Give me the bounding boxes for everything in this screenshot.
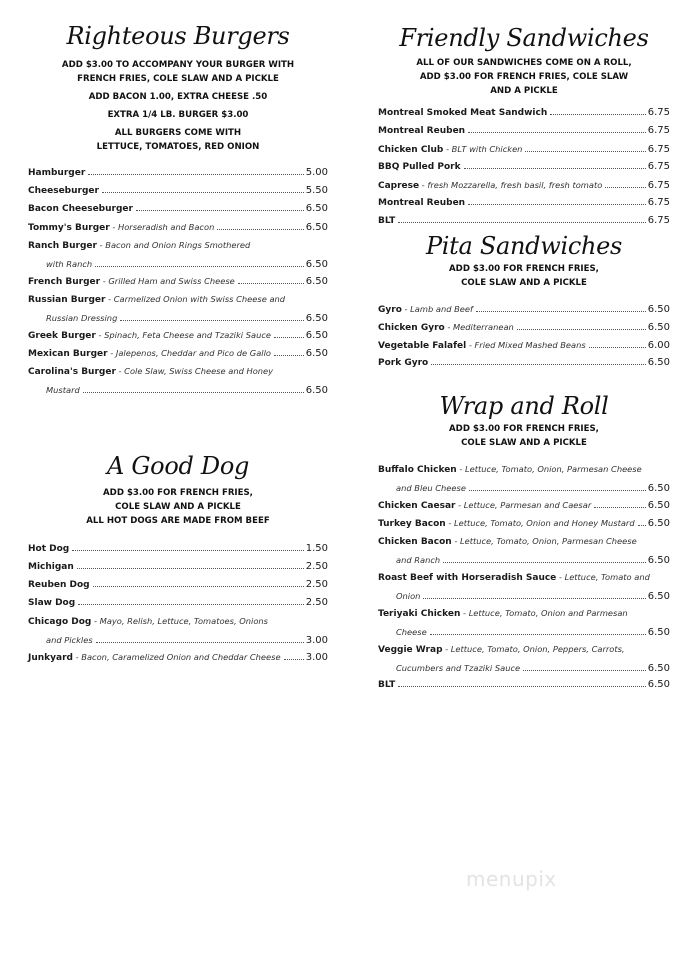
section-note: FRENCH FRIES, COLE SLAW AND A PICKLE	[77, 74, 279, 84]
menu-item-line	[28, 362, 328, 381]
menu-item	[28, 594, 328, 612]
item-name: Vegetable Falafel	[378, 341, 467, 351]
menu-item-line	[378, 122, 670, 140]
item-name: Hamburger	[28, 168, 86, 178]
dot-leader	[78, 604, 304, 605]
item-name: Cheeseburger	[28, 186, 99, 196]
menu-item-line	[378, 604, 670, 623]
menu-item	[378, 122, 670, 140]
menu-item	[28, 576, 328, 594]
item-desc-separator: -	[455, 500, 464, 510]
menu-items	[378, 104, 670, 230]
section-notes	[378, 56, 670, 98]
menu-items	[378, 300, 670, 372]
menu-item	[378, 640, 670, 676]
item-name: Slaw Dog	[28, 598, 76, 608]
section-note: ADD $3.00 FOR FRENCH FRIES,	[449, 424, 599, 434]
item-price: 6.50	[647, 518, 670, 529]
menu-item	[378, 176, 670, 194]
menu-item-line	[378, 176, 670, 195]
section-note: COLE SLAW AND A PICKLE	[461, 438, 587, 448]
dot-leader	[274, 337, 304, 338]
item-price: 3.00	[305, 652, 328, 663]
item-name: Montreal Reuben	[378, 126, 466, 136]
menu-item	[378, 604, 670, 640]
item-name: BBQ Pulled Pork	[378, 162, 461, 172]
menu-item	[28, 164, 328, 182]
item-description: BLT with Chicken	[451, 144, 523, 154]
item-description-cont: and Bleu Cheese	[396, 483, 466, 493]
item-name: Veggie Wrap	[378, 645, 443, 655]
dot-leader	[95, 266, 304, 267]
item-name: Ranch Burger	[28, 241, 97, 251]
menu-item-line	[378, 568, 670, 587]
item-name: Pork Gyro	[378, 358, 429, 368]
dot-leader	[88, 174, 303, 175]
section-note: ADD $3.00 FOR FRENCH FRIES,	[449, 264, 599, 274]
menu-item-line	[28, 648, 328, 667]
section-pita	[378, 232, 670, 372]
item-desc-separator: -	[445, 518, 454, 528]
menu-item-line	[28, 272, 328, 291]
item-description-cont: Russian Dressing	[46, 313, 118, 323]
menu-item-line	[28, 576, 328, 594]
item-description-cont: Onion	[396, 591, 421, 601]
item-desc-separator: -	[96, 240, 106, 250]
dot-leader	[77, 568, 304, 569]
item-name: Greek Burger	[28, 331, 96, 341]
item-name: Carolina's Burger	[28, 367, 116, 377]
dot-leader	[430, 634, 646, 635]
item-name: Chicken Gyro	[378, 323, 445, 333]
section-note: ADD BACON 1.00, EXTRA CHEESE .50	[88, 92, 268, 102]
dot-leader	[464, 168, 646, 169]
dot-leader	[83, 392, 304, 393]
menu-item	[378, 212, 670, 230]
item-price: 6.00	[647, 340, 670, 351]
item-name: Mexican Burger	[28, 349, 108, 359]
menu-item-line	[28, 182, 328, 200]
item-desc-separator: -	[72, 652, 82, 662]
section-title: Righteous Burgers	[66, 22, 290, 50]
item-desc-separator: -	[451, 536, 460, 546]
section-burgers	[28, 22, 328, 398]
item-price: 6.75	[647, 107, 670, 118]
item-description: Bacon, Caramelized Onion and Cheddar Cheese	[81, 652, 281, 662]
section-title: Wrap and Roll	[439, 392, 609, 420]
item-desc-separator: -	[444, 322, 453, 332]
item-description-cont: and Pickles	[46, 635, 93, 645]
item-name: Turkey Bacon	[378, 519, 446, 529]
section-note: ADD $3.00 TO ACCOMPANY YOUR BURGER WITH	[61, 60, 295, 70]
item-price: 6.50	[647, 663, 670, 674]
item-desc-separator: -	[105, 294, 114, 304]
item-description-cont: with Ranch	[46, 259, 93, 269]
menu-item-line	[378, 140, 670, 159]
item-description: Carmelized Onion with Swiss Cheese and	[113, 294, 286, 304]
section-note: ADD $3.00 FOR FRENCH FRIES, COLE SLAW	[419, 72, 629, 82]
item-desc-separator: -	[115, 366, 125, 376]
item-description: Grilled Ham and Swiss Cheese	[108, 276, 235, 286]
item-description: Lamb and Beef	[410, 304, 473, 314]
section-dogs	[28, 452, 328, 666]
item-price: 6.50	[647, 322, 670, 333]
item-description-cont: Mustard	[46, 385, 80, 395]
item-description-cont: Cheese	[396, 627, 427, 637]
menu-item	[378, 496, 670, 514]
item-price: 6.75	[647, 144, 670, 155]
menu-item	[378, 300, 670, 318]
section-note: COLE SLAW AND A PICKLE	[461, 278, 587, 288]
dot-leader	[517, 329, 646, 330]
section-wraps	[378, 392, 670, 694]
menu-item-line	[378, 158, 670, 176]
dot-leader	[589, 347, 646, 348]
item-name: Chicken Caesar	[378, 501, 456, 511]
item-price: 6.75	[647, 161, 670, 172]
item-price: 5.50	[305, 185, 328, 196]
menu-item-line	[378, 354, 670, 372]
item-price: 6.50	[647, 500, 670, 511]
menu-item	[28, 558, 328, 576]
item-description: Lettuce, Tomato and	[564, 572, 650, 582]
item-price: 6.50	[647, 555, 670, 566]
menu-item-line	[378, 514, 670, 533]
item-name: French Burger	[28, 277, 101, 287]
item-description-cont: Cucumbers and Tzaziki Sauce	[396, 663, 521, 673]
menu-item-line	[378, 532, 670, 551]
item-desc-separator: -	[443, 144, 452, 154]
dot-leader	[398, 686, 645, 687]
item-price: 6.50	[647, 679, 670, 690]
section-notes	[378, 262, 670, 290]
item-name: Buffalo Chicken	[378, 465, 457, 475]
menu-item	[378, 140, 670, 158]
dot-leader	[217, 229, 303, 230]
menu-item	[378, 318, 670, 336]
item-desc-separator: -	[100, 276, 109, 286]
section-note: LETTUCE, TOMATOES, RED ONION	[96, 142, 260, 152]
menu-item-line	[378, 212, 670, 230]
item-description: Mediterranean	[452, 322, 514, 332]
menu-item	[28, 648, 328, 666]
dot-leader	[136, 210, 304, 211]
dot-leader	[72, 550, 303, 551]
dot-leader	[238, 283, 304, 284]
dot-leader	[476, 311, 646, 312]
item-price: 5.00	[305, 167, 328, 178]
menu-item-line	[378, 300, 670, 319]
item-desc-separator: -	[456, 464, 466, 474]
item-desc-separator: -	[442, 644, 451, 654]
menu-item	[28, 272, 328, 290]
item-price: 6.50	[305, 259, 328, 270]
item-name: Michigan	[28, 562, 74, 572]
item-price: 6.50	[305, 330, 328, 341]
menu-item	[28, 540, 328, 558]
item-price: 6.50	[647, 483, 670, 494]
item-name: BLT	[378, 216, 396, 226]
menu-item-line	[378, 496, 670, 515]
dot-leader	[96, 642, 304, 643]
menu-item-line	[28, 236, 328, 255]
menu-item-line	[28, 558, 328, 576]
item-price: 6.50	[305, 348, 328, 359]
section-title: A Good Dog	[106, 452, 250, 480]
menu-item-line	[28, 381, 328, 400]
menu-item-line	[378, 104, 670, 122]
dot-leader	[102, 192, 304, 193]
item-price: 6.50	[647, 627, 670, 638]
item-description: fresh Mozzarella, fresh basil, fresh tomato	[427, 180, 603, 190]
menu-item	[378, 514, 670, 532]
menu-item-line	[28, 326, 328, 345]
menu-item	[28, 344, 328, 362]
item-description-cont: and Ranch	[396, 555, 441, 565]
item-price: 6.75	[647, 197, 670, 208]
dot-leader	[398, 222, 645, 223]
menu-item-line	[28, 290, 328, 309]
menu-item-line	[28, 612, 328, 631]
menu-item	[378, 532, 670, 568]
item-price: 6.75	[647, 180, 670, 191]
item-name: Hot Dog	[28, 544, 70, 554]
item-name: Teriyaki Chicken	[378, 609, 461, 619]
item-description: Fried Mixed Mashed Beans	[474, 340, 586, 350]
section-note: ALL HOT DOGS ARE MADE FROM BEEF	[86, 516, 270, 526]
item-desc-separator: -	[419, 180, 428, 190]
dot-leader	[431, 364, 646, 365]
section-note: ALL OF OUR SANDWICHES COME ON A ROLL,	[416, 58, 632, 68]
item-name: Russian Burger	[28, 295, 106, 305]
watermark: menupix	[466, 867, 557, 891]
item-desc-separator: -	[556, 572, 565, 582]
menu-item-line	[378, 318, 670, 337]
item-description: Lettuce, Tomato, Onion, Parmesan Cheese	[459, 536, 637, 546]
item-name: Chicken Club	[378, 145, 444, 155]
item-price: 6.50	[305, 222, 328, 233]
dot-leader	[638, 525, 646, 526]
item-description: Lettuce, Tomato, Onion, Parmesan Cheese	[465, 464, 642, 474]
dot-leader	[120, 320, 303, 321]
menu-item	[28, 362, 328, 398]
menu-item	[28, 612, 328, 648]
item-name: BLT	[378, 680, 396, 690]
menu-item	[28, 182, 328, 200]
section-note: ADD $3.00 FOR FRENCH FRIES,	[103, 488, 253, 498]
menu-item-line	[378, 640, 670, 659]
item-name: Montreal Reuben	[378, 198, 466, 208]
item-name: Montreal Smoked Meat Sandwich	[378, 108, 548, 118]
menu-item	[378, 104, 670, 122]
item-description: Lettuce, Parmesan and Caesar	[463, 500, 592, 510]
menu-item-line	[28, 164, 328, 182]
menu-item-line	[28, 218, 328, 237]
item-name: Chicago Dog	[28, 617, 92, 627]
dot-leader	[443, 562, 646, 563]
menu-items	[378, 460, 670, 694]
menu-item	[378, 354, 670, 372]
item-description: Bacon and Onion Rings Smothered	[105, 240, 251, 250]
dot-leader	[523, 670, 646, 671]
menu-item-line	[378, 194, 670, 212]
item-price: 6.50	[305, 385, 328, 396]
item-description: Lettuce, Tomato, Onion, Peppers, Carrots,	[450, 644, 625, 654]
item-price: 6.50	[647, 357, 670, 368]
section-note: AND A PICKLE	[490, 86, 558, 96]
item-description: Cole Slaw, Swiss Cheese and Honey	[124, 366, 274, 376]
menu-item	[378, 568, 670, 604]
item-desc-separator: -	[91, 616, 100, 626]
item-name: Reuben Dog	[28, 580, 90, 590]
menu-item	[28, 200, 328, 218]
menu-item-line	[378, 460, 670, 479]
item-price: 2.50	[305, 561, 328, 572]
item-price: 6.75	[647, 215, 670, 226]
item-name: Chicken Bacon	[378, 537, 452, 547]
section-notes	[28, 486, 328, 528]
menu-item	[28, 326, 328, 344]
item-price: 3.00	[305, 635, 328, 646]
menu-item	[378, 336, 670, 354]
section-notes	[28, 58, 328, 154]
item-desc-separator: -	[107, 348, 116, 358]
item-description: Mayo, Relish, Lettuce, Tomatoes, Onions	[99, 616, 268, 626]
item-price: 6.50	[647, 591, 670, 602]
item-desc-separator: -	[401, 304, 411, 314]
menu-items	[28, 164, 328, 398]
dot-leader	[605, 187, 645, 188]
menu-item	[28, 218, 328, 236]
item-description: Horseradish and Bacon	[117, 222, 215, 232]
item-desc-separator: -	[95, 330, 105, 340]
section-note: COLE SLAW AND A PICKLE	[115, 502, 241, 512]
menu-item-line	[378, 336, 670, 355]
dot-leader	[423, 598, 645, 599]
item-name: Junkyard	[28, 653, 73, 663]
item-price: 6.75	[647, 125, 670, 136]
dot-leader	[594, 507, 646, 508]
menu-item	[28, 290, 328, 326]
dot-leader	[468, 204, 646, 205]
item-price: 1.50	[305, 543, 328, 554]
dot-leader	[525, 151, 645, 152]
menu-item-line	[28, 540, 328, 558]
menu-item	[378, 676, 670, 694]
item-price: 2.50	[305, 597, 328, 608]
section-notes	[378, 422, 670, 450]
menu-item	[378, 158, 670, 176]
menu-items	[28, 540, 328, 666]
item-price: 2.50	[305, 579, 328, 590]
dot-leader	[468, 132, 646, 133]
item-desc-separator: -	[460, 608, 469, 618]
section-note: EXTRA 1/4 LB. BURGER $3.00	[107, 110, 249, 120]
item-name: Caprese	[378, 181, 420, 191]
dot-leader	[284, 659, 304, 660]
section-title: Friendly Sandwiches	[399, 24, 649, 52]
menu-item-line	[28, 344, 328, 363]
item-name: Bacon Cheeseburger	[28, 204, 133, 214]
item-description: Spinach, Feta Cheese and Tzaziki Sauce	[104, 330, 272, 340]
section-title: Pita Sandwiches	[425, 232, 623, 260]
menu-item-line	[28, 200, 328, 218]
item-name: Tommy's Burger	[28, 223, 110, 233]
dot-leader	[274, 355, 304, 356]
menu-item	[28, 236, 328, 272]
menu-item-line	[378, 676, 670, 694]
dot-leader	[469, 490, 646, 491]
section-note: ALL BURGERS COME WITH	[114, 128, 242, 138]
dot-leader	[93, 586, 304, 587]
item-description: Lettuce, Tomato, Onion and Parmesan	[468, 608, 628, 618]
item-price: 6.50	[305, 203, 328, 214]
section-sandwiches	[378, 24, 670, 230]
item-name: Gyro	[378, 305, 402, 315]
item-price: 6.50	[305, 276, 328, 287]
menu-item-line	[28, 594, 328, 612]
menu-item	[378, 460, 670, 496]
item-desc-separator: -	[466, 340, 475, 350]
item-desc-separator: -	[109, 222, 118, 232]
item-price: 6.50	[305, 313, 328, 324]
item-description: Jalepenos, Cheddar and Pico de Gallo	[115, 348, 271, 358]
item-description: Lettuce, Tomato, Onion and Honey Mustard	[453, 518, 635, 528]
menu-item	[378, 194, 670, 212]
item-name: Roast Beef with Horseradish Sauce	[378, 573, 557, 583]
item-price: 6.50	[647, 304, 670, 315]
dot-leader	[550, 114, 645, 115]
